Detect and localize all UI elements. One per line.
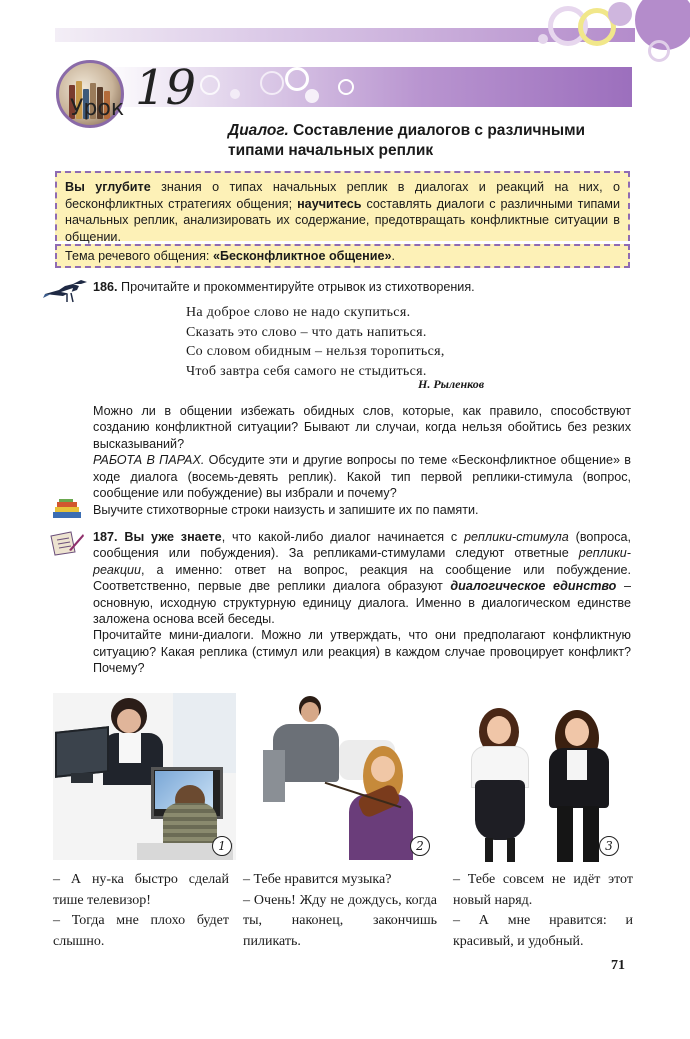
ex186-task xyxy=(93,279,633,295)
ex187-i1: реплики-стимула xyxy=(464,530,569,544)
picture-2-badge: 2 xyxy=(410,836,430,856)
title-italic: Диалог. xyxy=(228,122,289,139)
picture-3-badge: 3 xyxy=(599,836,619,856)
lesson-title xyxy=(228,121,648,161)
caption-line: – Тебе нравится музыка? xyxy=(243,872,392,887)
poem-line: На доброе слово не надо скупиться. xyxy=(186,305,411,320)
picture-1-badge: 1 xyxy=(212,836,232,856)
magpie-icon xyxy=(43,276,89,306)
poem-line: Чтоб завтра себя самого не стыдиться. xyxy=(186,363,427,379)
ex186-task-text: Прочитайте и прокомментируйте отрывок из стихотворения. xyxy=(117,280,475,294)
top-decor-circles xyxy=(530,0,690,60)
ex186-memorize: Выучите стихотворные строки наизусть и запишите их по памяти. xyxy=(93,503,479,517)
goals-text-2: составлять диалоги с различными типами начальных реплик, анализировать их содержание, предотвращать конфликтные ситуации в общении. xyxy=(65,196,620,244)
ex187-p2: Прочитайте мини-диалоги. Можно ли утверждать, что они предполагают конфликтную ситуацию? Какая реплика (стимул или реакция) в каждом случае провоцирует конфликт? Почему? xyxy=(93,628,631,676)
picture-2 xyxy=(263,690,433,860)
ex187-t2: (вопроса, сообщения или побуждения). За репликами-стимулами следуют ответные xyxy=(93,530,632,561)
ex187-i2: реплики-реакции xyxy=(93,546,631,577)
title-line1: Составление диалогов с различными xyxy=(288,122,586,139)
caption-line: – А ну-ка быстро сделай тише телевизор! xyxy=(53,872,229,908)
lesson-goals-box xyxy=(55,171,630,244)
topic-end: . xyxy=(391,249,395,263)
picture-1-caption xyxy=(53,870,229,952)
pairs-text: Обсудите эти и другие вопросы по теме «Бесконфликтное общение» в ходе диалога (восемь-девять реплик). Какой тип первой реплики-стимула (вопрос, сообщение или побуждение) вы избрали и почему? xyxy=(93,453,631,501)
ex187-bold: Вы уже знаете xyxy=(117,530,222,544)
poem xyxy=(186,303,445,381)
picture-1 xyxy=(53,693,236,860)
lesson-number: 19 xyxy=(135,60,197,116)
poem-line: Со словом обидным – нельзя торопиться, xyxy=(186,344,445,359)
writing-icon xyxy=(49,530,85,556)
ex187-bi: диалогическое единство xyxy=(450,579,617,594)
ex187-t1: , что какой-либо диалог начинается с xyxy=(221,530,465,544)
goals-bold-1: Вы углубите xyxy=(65,180,151,194)
topic-label: Тема речевого общения: xyxy=(65,249,213,263)
caption-line: – А мне нравится: и красивый, и удобный. xyxy=(453,913,633,949)
title-line2: типами начальных реплик xyxy=(228,142,434,159)
topic-value: «Бесконфликтное общение» xyxy=(212,249,392,263)
ex187-t4: – основную, исходную структурную единицу диалога. Именно в диалогическом единстве заложена основа всей беседы. xyxy=(93,579,631,627)
caption-line: – Очень! Жду не дождусь, когда ты, наконец, закончишь пиликать. xyxy=(243,892,437,949)
ex186-pairs xyxy=(93,452,631,501)
picture-2-caption xyxy=(243,870,437,952)
topic-box xyxy=(55,244,630,268)
picture-3-caption xyxy=(453,870,633,952)
goals-bold-2: научитесь xyxy=(297,196,362,211)
ex186-question: Можно ли в общении избежать обидных слов, которые, как правило, способствуют созданию конфликтной ситуации? Бывают ли случаи, когда нельзя обойтись без резких высказываний? xyxy=(93,404,631,451)
ex186-questions xyxy=(93,403,631,501)
ex187-text xyxy=(93,529,631,677)
ex187-t3: , а именно: ответ на вопрос, реакция на сообщение или побуждение. Соответственно, первые две реплики диалога образуют xyxy=(93,562,631,594)
ex187-number: 187. xyxy=(93,530,118,544)
page-number: 71 xyxy=(611,958,625,973)
pairs-label: РАБОТА В ПАРАХ. xyxy=(93,453,205,468)
poem-line: Сказать это слово – что дать напиться. xyxy=(186,324,427,340)
ex186-number: 186. xyxy=(93,280,118,294)
caption-line: – Тогда мне плохо будет слышно. xyxy=(53,913,229,949)
memorize-books-icon xyxy=(51,498,85,520)
caption-line: – Тебе совсем не идёт этот новый наряд. xyxy=(453,872,633,908)
lesson-word: Урок xyxy=(70,96,125,121)
poem-author: Н. Рыленков xyxy=(418,377,485,391)
goals-text-1: знания о типах начальных реплик в диалогах и реакций на них, о бесконфликтных стратегиях общения; xyxy=(65,180,620,211)
